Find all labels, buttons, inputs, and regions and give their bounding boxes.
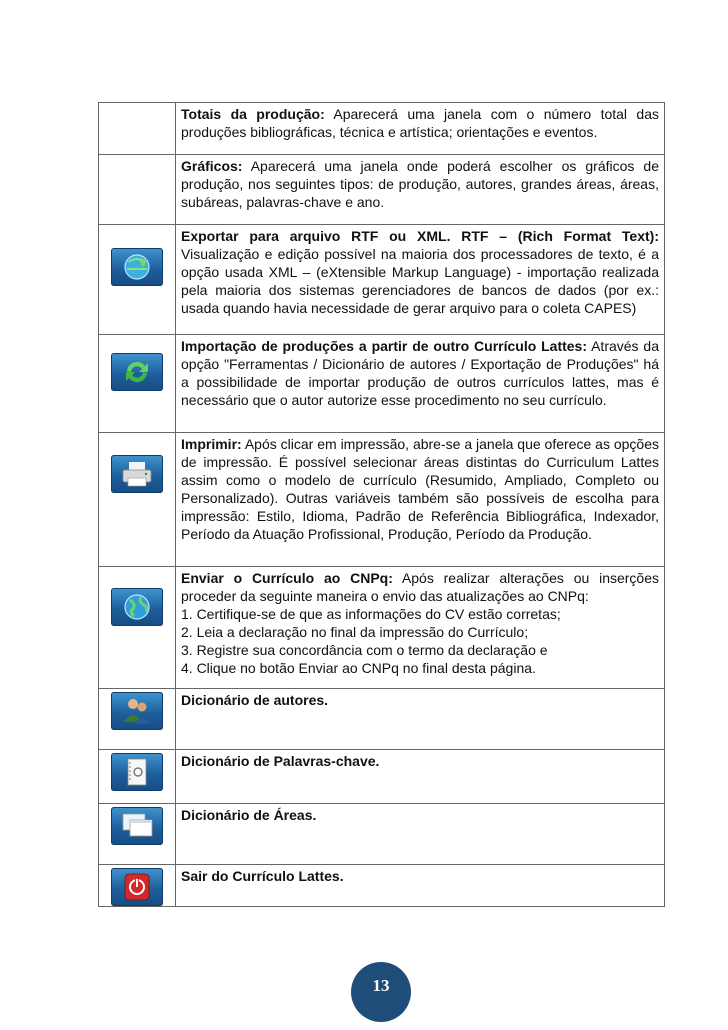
notebook-icon[interactable] [111, 753, 163, 791]
icon-cell [99, 804, 176, 865]
icon-cell [99, 750, 176, 804]
icon-cell [99, 155, 176, 225]
globe-arrow-icon[interactable] [111, 248, 163, 286]
icon-cell [99, 225, 176, 335]
description-cell: Sair do Currículo Lattes. [176, 865, 665, 907]
description-cell: Totais da produção: Aparecerá uma janela com o número total das produções bibliográficas, técnica e artística; orientações e eventos. [176, 103, 665, 155]
table-row [99, 567, 665, 689]
users-icon[interactable] [111, 692, 163, 730]
table-row [99, 335, 665, 433]
description-cell: Dicionário de Áreas. [176, 804, 665, 865]
table-row [99, 433, 665, 567]
step-line: 3. Registre sua concordância com o termo da declaração e [181, 642, 548, 658]
icon-cell [99, 433, 176, 567]
icon-cell [99, 567, 176, 689]
step-line: 2. Leia a declaração no final da impressão do Currículo; [181, 624, 529, 640]
table-row [99, 804, 665, 865]
icon-cell [99, 103, 176, 155]
icon-cell [99, 689, 176, 750]
icon-cell [99, 865, 176, 907]
description-cell: Enviar o Currículo ao CNPq: Após realizar alterações ou inserções proceder da seguinte maneira o envio das atualizações ao CNPq: 1. Certifique-se de que as informações do CV estão corretas; 2. Leia a declaração no final da impressão do Currículo; 3. Registre sua concordância com o termo da declaração e 4. Clique no botão Enviar ao CNPq no final desta página. [176, 567, 665, 689]
power-icon[interactable] [111, 868, 163, 906]
description-cell: Dicionário de Palavras-chave. [176, 750, 665, 804]
table-row [99, 155, 665, 225]
step-line: 1. Certifique-se de que as informações do CV estão corretas; [181, 606, 561, 622]
refresh-icon[interactable] [111, 353, 163, 391]
icon-cell [99, 335, 176, 433]
table-row [99, 865, 665, 907]
table-row [99, 750, 665, 804]
table-row [99, 225, 665, 335]
step-line: 4. Clique no botão Enviar ao CNPq no final desta página. [181, 660, 536, 676]
description-cell: Dicionário de autores. [176, 689, 665, 750]
page-number: 13 [351, 962, 411, 1022]
description-cell: Importação de produções a partir de outro Currículo Lattes: Através da opção "Ferramentas / Dicionário de autores / Exportação de Produções" há a possibilidade de importar produção de outros currículos lattes, mas é necessário que o autor autorize esse procedimento no seu currículo. [176, 335, 665, 433]
functions-table [98, 102, 665, 907]
printer-icon[interactable] [111, 455, 163, 493]
globe-send-icon[interactable] [111, 588, 163, 626]
description-cell: Exportar para arquivo RTF ou XML. RTF – (Rich Format Text): Visualização e edição possível na maioria dos processadores de texto, é a opção usada XML – (eXtensible Markup Language) - importação realizada pela maioria dos sistemas gerenciadores de bancos de dados (por ex.: usada quando havia necessidade de gerar arquivo para o coleta CAPES) [176, 225, 665, 335]
description-cell: Gráficos: Aparecerá uma janela onde poderá escolher os gráficos de produção, nos seguintes tipos: de produção, autores, grandes áreas, áreas, subáreas, palavras-chave e ano. [176, 155, 665, 225]
table-row [99, 689, 665, 750]
table-row [99, 103, 665, 155]
description-cell: Imprimir: Após clicar em impressão, abre-se a janela que oferece as opções de impressão. É possível selecionar áreas distintas do Curriculum Lattes assim como o modelo de currículo (Resumido, Ampliado, Completo ou Personalizado). Outras variáveis também são possíveis de escolha para impressão: Estilo, Idioma, Padrão de Referência Bibliográfica, Indexador, Período da Atuação Profissional, Produção, Período da Produção. [176, 433, 665, 567]
windows-icon[interactable] [111, 807, 163, 845]
